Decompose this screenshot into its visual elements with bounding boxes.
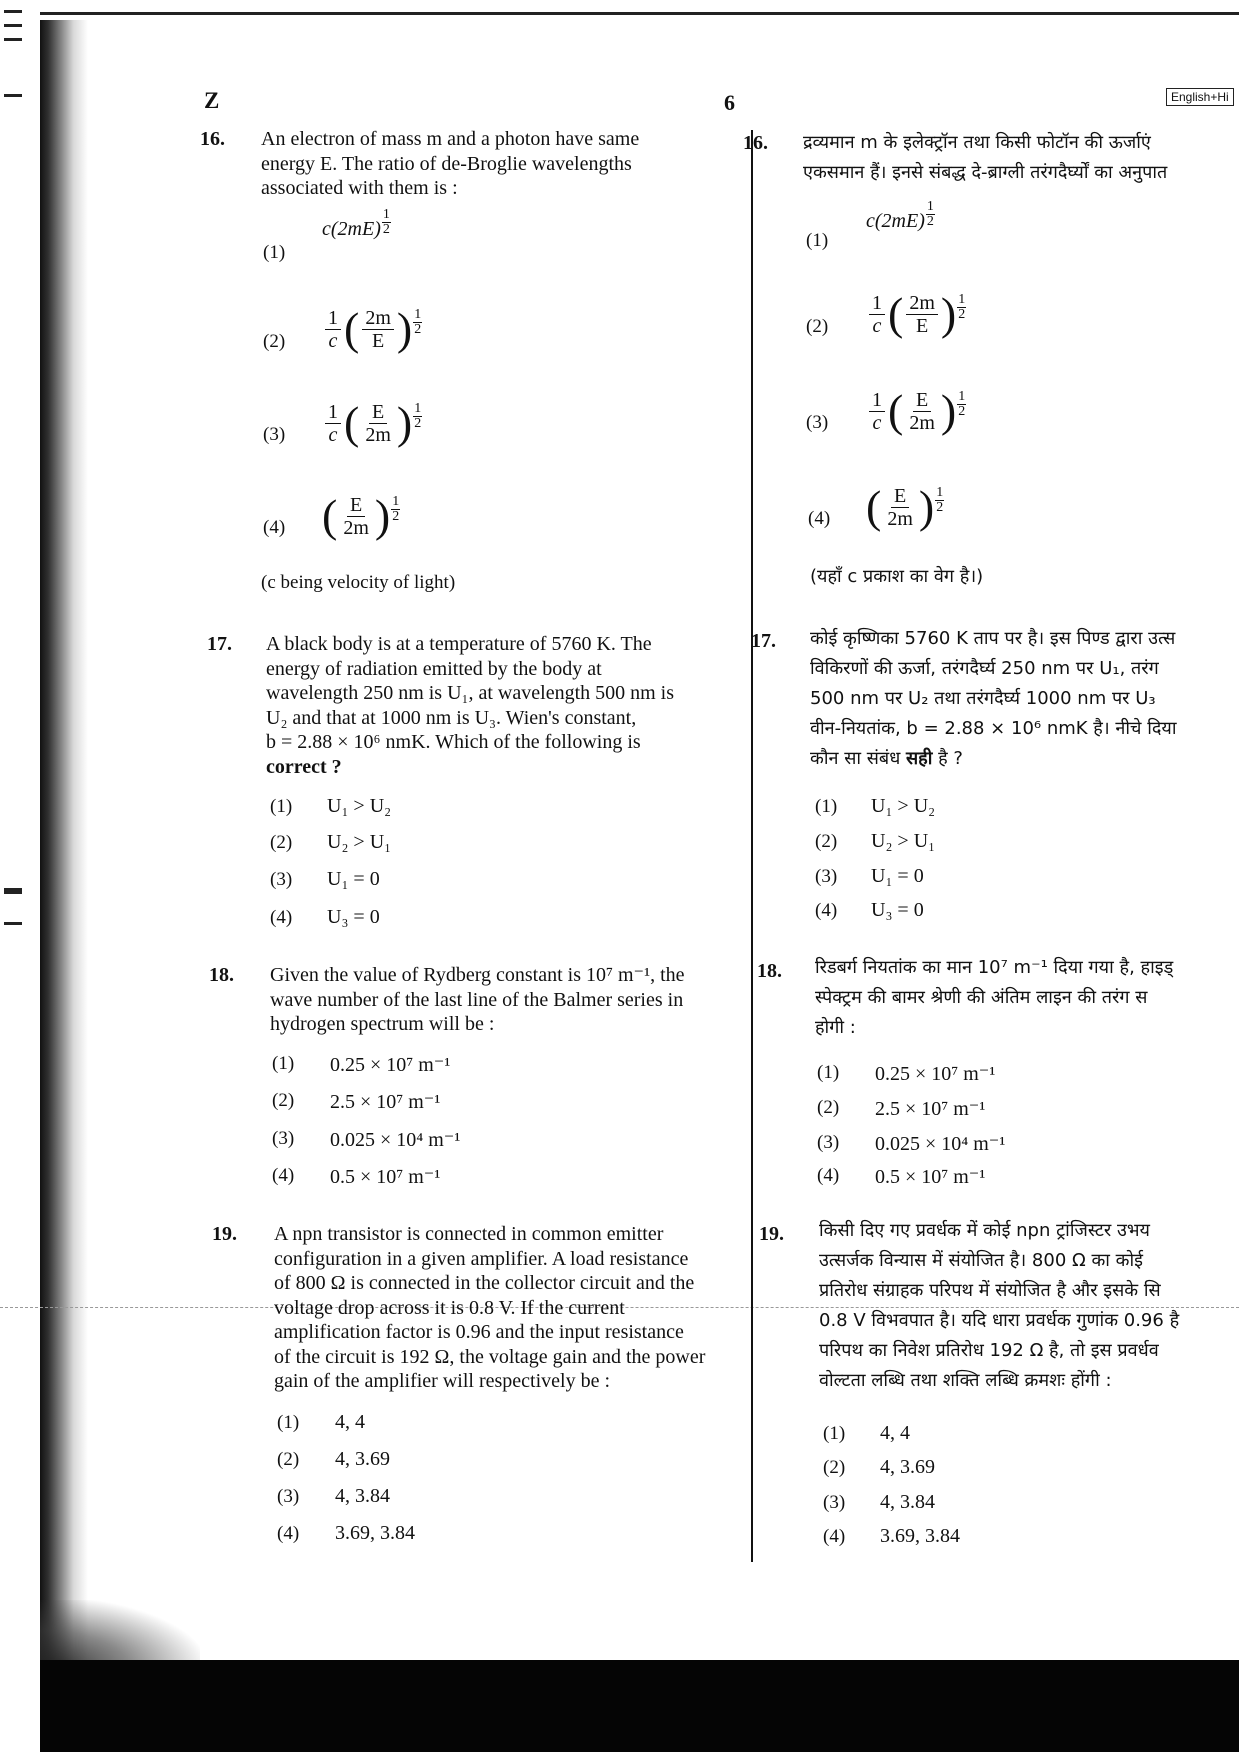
question-text bbox=[803, 128, 1239, 188]
option-formula: $\frac{1}{c}$ ( $\frac{2m}{E}$ ) $\frac{1}{2}$ bbox=[322, 306, 422, 352]
fraction-numerator: E bbox=[347, 494, 365, 517]
option-number: (4) bbox=[272, 1165, 295, 1186]
option-value: U₃ = 0 bbox=[327, 906, 380, 928]
scan-tick bbox=[4, 38, 22, 41]
option-value: 4, 3.69 bbox=[880, 1456, 935, 1478]
option-number: (2) bbox=[806, 316, 829, 337]
text-line: वीन-नियतांक, b = 2.88 × 10⁶ nmK है। नीचे दिया bbox=[810, 718, 1177, 739]
option-value: 3.69, 3.84 bbox=[335, 1522, 415, 1544]
fraction-denominator: 2m bbox=[909, 411, 935, 434]
option-number: (1) bbox=[817, 1062, 840, 1083]
text-line: स्पेक्ट्रम की बामर श्रेणी की अंतिम लाइन की तरंग स bbox=[815, 987, 1148, 1008]
option-number: (2) bbox=[272, 1090, 295, 1111]
option-value: 0.025 × 10⁴ m⁻¹ bbox=[875, 1133, 1006, 1155]
text-line: Given the value of Rydberg constant is 10⁷ m⁻¹, the bbox=[270, 964, 685, 986]
question-number: 16. bbox=[200, 128, 225, 150]
column-divider bbox=[751, 130, 753, 1562]
option-number: (1) bbox=[277, 1412, 300, 1433]
option-number: (3) bbox=[277, 1486, 300, 1507]
exponent-numerator: 1 bbox=[414, 306, 422, 322]
fraction-denominator: 2m bbox=[887, 507, 913, 530]
question-text bbox=[266, 632, 724, 779]
fraction-numerator: E bbox=[369, 401, 387, 424]
series-code: Z bbox=[204, 88, 220, 113]
text-line: of the circuit is 192 Ω, the voltage gain and the power bbox=[274, 1345, 706, 1368]
text-line: विकिरणों की ऊर्जा, तरंगदैर्घ्य 250 nm पर U₁, तरंग bbox=[810, 658, 1159, 679]
fraction-numerator: 1 bbox=[869, 389, 885, 412]
text-span: है ? bbox=[932, 748, 963, 769]
exponent-numerator: 1 bbox=[414, 400, 422, 416]
scan-tick bbox=[4, 888, 22, 894]
option-value: 3.69, 3.84 bbox=[880, 1525, 960, 1547]
text-line: वोल्टता लब्धि तथा शक्ति लब्धि क्रमशः होंगी : bbox=[819, 1370, 1112, 1391]
option-value: 4, 3.69 bbox=[335, 1448, 390, 1470]
text-line: voltage drop across it is 0.8 V. If the current bbox=[274, 1296, 625, 1319]
option-number: (3) bbox=[823, 1492, 846, 1513]
exponent-denominator: 2 bbox=[958, 306, 966, 322]
question-text bbox=[815, 953, 1239, 1043]
text-line: A black body is at a temperature of 5760 K. The bbox=[266, 633, 652, 655]
text-line: होगी : bbox=[815, 1017, 856, 1038]
text-line: energy E. The ratio of de-Broglie wavelengths bbox=[261, 152, 632, 175]
option-value: 2.5 × 10⁷ m⁻¹ bbox=[875, 1098, 986, 1120]
option-number: (2) bbox=[823, 1457, 846, 1478]
option-number: (2) bbox=[277, 1449, 300, 1470]
text-line: amplification factor is 0.96 and the input resistance bbox=[274, 1321, 684, 1343]
text-line: wavelength 250 nm is U₁, at wavelength 500 nm is bbox=[266, 682, 675, 704]
exponent-denominator: 2 bbox=[936, 499, 944, 515]
option-number: (4) bbox=[277, 1523, 300, 1544]
scan-tick bbox=[4, 922, 22, 925]
question-text bbox=[810, 624, 1239, 774]
exponent-denominator: 2 bbox=[926, 214, 934, 229]
option-number: (3) bbox=[815, 866, 838, 887]
text-line: 500 nm पर U₂ तथा तरंगदैर्घ्य 1000 nm पर U₃ bbox=[810, 688, 1156, 709]
fraction-denominator: E bbox=[916, 314, 929, 337]
option-formula: ( $\frac{E}{2m}$ ) $\frac{1}{2}$ bbox=[866, 481, 944, 532]
option-number: (4) bbox=[270, 907, 293, 928]
option-number: (3) bbox=[817, 1132, 840, 1153]
fraction-denominator: c bbox=[328, 423, 338, 446]
fraction-denominator: 2m bbox=[343, 516, 369, 539]
left-margin bbox=[0, 0, 40, 1752]
option-number: (1) bbox=[815, 796, 838, 817]
option-number: (1) bbox=[270, 796, 293, 817]
option-number: (3) bbox=[263, 424, 286, 445]
text-line: of 800 Ω is connected in the collector circuit and the bbox=[274, 1272, 695, 1294]
exponent-denominator: 2 bbox=[414, 415, 422, 431]
option-number: (2) bbox=[817, 1097, 840, 1118]
option-number: (1) bbox=[263, 242, 286, 263]
question-text bbox=[270, 963, 730, 1037]
fraction-numerator: E bbox=[891, 485, 909, 508]
option-number: (4) bbox=[808, 508, 831, 529]
text-line: किसी दिए गए प्रवर्धक में कोई npn ट्रांजिस्टर उभय bbox=[819, 1220, 1150, 1241]
option-value: 2.5 × 10⁷ m⁻¹ bbox=[330, 1091, 441, 1113]
option-value: U₃ = 0 bbox=[871, 899, 924, 921]
text-line bbox=[810, 744, 1239, 774]
option-value: 0.25 × 10⁷ m⁻¹ bbox=[875, 1063, 996, 1085]
question-note: (c being velocity of light) bbox=[261, 572, 456, 593]
option-number: (2) bbox=[815, 831, 838, 852]
fraction-numerator: 1 bbox=[325, 401, 341, 424]
text-line: associated with them is : bbox=[261, 177, 458, 199]
option-value: 0.25 × 10⁷ m⁻¹ bbox=[330, 1054, 451, 1076]
option-number: (2) bbox=[263, 331, 286, 352]
text-line: correct ? bbox=[266, 755, 342, 778]
option-number: (1) bbox=[272, 1053, 295, 1074]
text-line: एकसमान हैं। इनसे संबद्ध दे-ब्राग्ली तरंगदैर्घ्यों का अनुपात bbox=[803, 162, 1168, 183]
fraction-denominator: c bbox=[872, 411, 882, 434]
page-number: 6 bbox=[724, 90, 735, 115]
option-formula: ( $\frac{E}{2m}$ ) $\frac{1}{2}$ bbox=[322, 490, 400, 541]
exponent-numerator: 1 bbox=[958, 291, 966, 307]
fraction-numerator: 1 bbox=[325, 307, 341, 330]
option-value: U₂ > U₁ bbox=[327, 831, 392, 853]
text-line: hydrogen spectrum will be : bbox=[270, 1013, 495, 1035]
option-value: 4, 4 bbox=[880, 1422, 910, 1444]
text-line: परिपथ का निवेश प्रतिरोध 192 Ω है, तो इस प्रवर्धव bbox=[819, 1340, 1159, 1361]
question-number: 19. bbox=[212, 1223, 237, 1245]
option-value: 0.5 × 10⁷ m⁻¹ bbox=[875, 1166, 986, 1188]
option-number: (3) bbox=[272, 1128, 295, 1149]
emphasis: सही bbox=[906, 748, 933, 769]
fraction-numerator: E bbox=[913, 389, 931, 412]
formula-base: c(2mE) bbox=[866, 210, 925, 232]
text-line: 0.8 V विभवपात है। यदि धारा प्रवर्धक गुणांक 0.96 है bbox=[819, 1310, 1180, 1331]
option-number: (4) bbox=[815, 900, 838, 921]
text-line: प्रतिरोध संग्राहक परिपथ में संयोजित है और इसके सि bbox=[819, 1280, 1161, 1301]
option-value: 0.5 × 10⁷ m⁻¹ bbox=[330, 1166, 441, 1188]
option-number: (1) bbox=[823, 1423, 846, 1444]
option-number: (3) bbox=[806, 412, 829, 433]
scan-tick bbox=[4, 10, 22, 13]
scan-binding-shadow bbox=[40, 20, 88, 1720]
fraction-numerator: 2m bbox=[362, 307, 394, 330]
option-number: (1) bbox=[806, 230, 829, 251]
exponent-numerator: 1 bbox=[958, 388, 966, 404]
fraction-numerator: 2m bbox=[906, 292, 938, 315]
fraction-denominator: E bbox=[372, 329, 385, 352]
exponent-denominator: 2 bbox=[414, 321, 422, 337]
fraction-denominator: 2m bbox=[365, 423, 391, 446]
option-number: (4) bbox=[263, 517, 286, 538]
fraction-denominator: c bbox=[872, 314, 882, 337]
text-line: b = 2.88 × 10⁶ nmK. Which of the following is bbox=[266, 731, 641, 753]
text-line: configuration in a given amplifier. A load resistance bbox=[274, 1247, 689, 1270]
text-line: An electron of mass m and a photon have same bbox=[261, 128, 640, 150]
option-value: U₁ > U₂ bbox=[871, 795, 936, 817]
fraction-numerator: 1 bbox=[869, 292, 885, 315]
option-formula: $\frac{1}{c}$ ( $\frac{E}{2m}$ ) $\frac{1}{2}$ bbox=[322, 400, 422, 446]
option-value: 4, 4 bbox=[335, 1411, 365, 1433]
question-number: 18. bbox=[209, 964, 234, 986]
top-rule bbox=[0, 12, 1239, 15]
exponent-numerator: 1 bbox=[936, 484, 944, 500]
question-number: 19. bbox=[759, 1223, 784, 1245]
question-text bbox=[819, 1216, 1239, 1396]
text-line: द्रव्यमान m के इलेक्ट्रॉन तथा किसी फोटॉन की ऊर्जाएं bbox=[803, 132, 1151, 153]
option-value: 4, 3.84 bbox=[335, 1485, 390, 1507]
text-line: कोई कृष्णिका 5760 K ताप पर है। इस पिण्ड द्वारा उत्स bbox=[810, 628, 1176, 649]
question-number: 16. bbox=[743, 132, 768, 154]
option-number: (4) bbox=[823, 1526, 846, 1547]
text-line: gain of the amplifier will respectively be : bbox=[274, 1370, 610, 1392]
text-line: रिडबर्ग नियतांक का मान 10⁷ m⁻¹ दिया गया है, हाइड् bbox=[815, 957, 1174, 978]
exponent-denominator: 2 bbox=[958, 403, 966, 419]
option-number: (2) bbox=[270, 832, 293, 853]
language-tag: English+Hi bbox=[1166, 88, 1234, 106]
exponent-numerator: 1 bbox=[926, 199, 934, 214]
text-line: energy of radiation emitted by the body at bbox=[266, 657, 602, 680]
scan-tick bbox=[4, 94, 22, 97]
text-line: wave number of the last line of the Balmer series in bbox=[270, 988, 684, 1011]
question-number: 17. bbox=[751, 630, 776, 652]
question-number: 17. bbox=[207, 633, 232, 655]
fraction-denominator: c bbox=[328, 329, 338, 352]
text-line: A npn transistor is connected in common emitter bbox=[274, 1223, 664, 1245]
question-number: 18. bbox=[757, 960, 782, 982]
text-line: उत्सर्जक विन्यास में संयोजित है। 800 Ω का कोई bbox=[819, 1250, 1143, 1271]
option-formula: $\frac{1}{c}$ ( $\frac{E}{2m}$ ) $\frac{1}{2}$ bbox=[866, 388, 966, 434]
exponent-numerator: 1 bbox=[382, 207, 390, 222]
formula-base: c(2mE) bbox=[322, 218, 381, 240]
option-number: (4) bbox=[817, 1165, 840, 1186]
option-value: U₁ = 0 bbox=[327, 868, 380, 890]
text-span: कौन सा संबंध bbox=[810, 748, 906, 769]
question-note: (यहाँ c प्रकाश का वेग है।) bbox=[810, 566, 984, 587]
option-value: U₂ > U₁ bbox=[871, 830, 936, 852]
option-formula bbox=[322, 207, 391, 241]
option-value: 4, 3.84 bbox=[880, 1491, 935, 1513]
option-value: U₁ = 0 bbox=[871, 865, 924, 887]
text-line: U₂ and that at 1000 nm is U₃. Wien's constant, bbox=[266, 706, 637, 729]
option-value: U₁ > U₂ bbox=[327, 795, 392, 817]
option-formula bbox=[866, 199, 935, 233]
exponent-denominator: 2 bbox=[392, 508, 400, 524]
option-value: 0.025 × 10⁴ m⁻¹ bbox=[330, 1129, 461, 1151]
option-formula: $\frac{1}{c}$ ( $\frac{2m}{E}$ ) $\frac{1}{2}$ bbox=[866, 291, 966, 337]
scan-bottom-edge bbox=[40, 1660, 1239, 1752]
scan-tick bbox=[4, 24, 22, 27]
exponent-numerator: 1 bbox=[392, 493, 400, 509]
question-text bbox=[261, 127, 719, 201]
exponent-denominator: 2 bbox=[382, 222, 390, 237]
question-text bbox=[274, 1222, 734, 1394]
option-number: (3) bbox=[270, 869, 293, 890]
